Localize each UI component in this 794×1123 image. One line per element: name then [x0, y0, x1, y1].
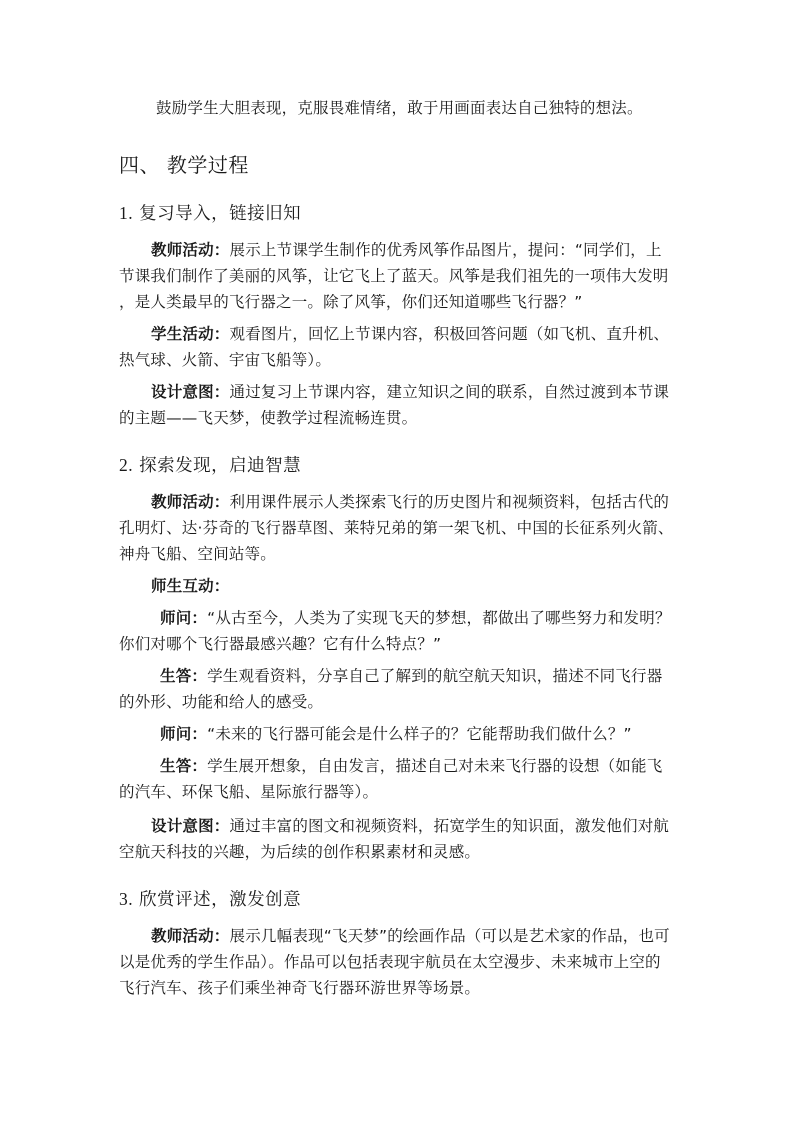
s1-student-line-1	[151, 322, 669, 344]
s2-a1-text-1: 学生观看资料，分享自己了解到的航空航天知识，描述不同飞行器	[207, 667, 663, 685]
s1-teacher-label: 教师活动：	[151, 240, 230, 259]
s3-teacher-text-1: 展示几幅表现“飞天梦”的绘画作品（可以是艺术家的作品，也可	[229, 927, 670, 945]
s1-design-line-2: 的主题——飞天梦，使教学过程流畅连贯。	[119, 409, 418, 427]
s1-design-line-1	[151, 380, 669, 402]
subsection-3-number: 3.	[119, 889, 134, 909]
s2-q1-line-1	[160, 606, 671, 628]
s1-student-label: 学生活动：	[151, 324, 230, 343]
s2-q2-text-1: “未来的飞行器可能会是什么样子的？它能帮助我们做什么？”	[207, 725, 632, 743]
s2-q2-line-1	[160, 722, 632, 744]
intro-line: 鼓励学生大胆表现，克服畏难情绪，敢于用画面表达自己独特的想法。	[156, 99, 643, 117]
s3-teacher-line-3: 飞行汽车、孩子们乘坐神奇飞行器环游世界等场景。	[119, 979, 481, 997]
subsection-1-heading	[119, 200, 301, 225]
s1-design-label: 设计意图：	[151, 382, 230, 401]
s1-teacher-line-3: ，是人类最早的飞行器之一。除了风筝，你们还知道哪些飞行器？”	[119, 293, 583, 311]
s2-design-line-2: 空航天科技的兴趣，为后续的创作积累素材和灵感。	[119, 843, 481, 861]
s2-teacher-text-1: 利用课件展示人类探索飞行的历史图片和视频资料，包括古代的	[229, 493, 670, 511]
subsection-2-number: 2.	[119, 455, 134, 475]
s1-teacher-line-2: 节课我们制作了美丽的风筝，让它飞上了蓝天。风筝是我们祖先的一项伟大发明	[119, 267, 669, 285]
s2-a2-label: 生答：	[160, 756, 208, 775]
s1-teacher-text-1: 展示上节课学生制作的优秀风筝作品图片，提问：“同学们，上	[229, 241, 662, 259]
s2-a2-line-1	[160, 754, 662, 776]
subsection-3-heading	[119, 886, 301, 911]
subsection-3-title: 欣赏评述，激发创意	[139, 890, 302, 910]
s2-q1-label: 师问：	[160, 608, 208, 627]
s2-teacher-line-1	[151, 490, 669, 512]
s2-a1-label: 生答：	[160, 666, 208, 685]
s3-teacher-line-2: 以是优秀的学生作品）。作品可以包括表现宇航员在太空漫步、未来城市上空的	[119, 953, 661, 971]
s2-interact-label-text: 师生互动：	[151, 576, 230, 595]
subsection-1-title: 复习导入，链接旧知	[139, 204, 302, 224]
s2-teacher-line-2: 孔明灯、达·芬奇的飞行器草图、莱特兄弟的第一架飞机、中国的长征系列火箭、	[119, 519, 674, 537]
s2-interact-label	[151, 574, 230, 596]
section-title: 四、 教学过程	[119, 153, 249, 177]
subsection-2-title: 探索发现，启迪智慧	[139, 456, 302, 476]
s2-design-line-1	[151, 814, 669, 836]
s2-teacher-line-3: 神舟飞船、空间站等。	[119, 545, 277, 563]
s2-design-text-1: 通过丰富的图文和视频资料，拓宽学生的知识面，激发他们对航	[229, 817, 670, 835]
s3-teacher-line-1	[151, 924, 670, 946]
s3-teacher-label: 教师活动：	[151, 926, 230, 945]
s2-a2-line-2: 的汽车、环保飞船、星际旅行器等）。	[119, 783, 379, 801]
s1-teacher-line-1	[151, 238, 662, 260]
s2-a1-line-1	[160, 664, 662, 686]
s1-student-text-1: 观看图片，回忆上节课内容，积极回答问题（如飞机、直升机、	[229, 325, 670, 343]
s2-q1-line-2: 你们对哪个飞行器最感兴趣？它有什么特点？”	[119, 635, 442, 653]
s2-q1-text-1: “从古至今，人类为了实现飞天的梦想，都做出了哪些努力和发明？	[207, 609, 671, 627]
s1-design-text-1: 通过复习上节课内容，建立知识之间的联系，自然过渡到本节课	[229, 383, 670, 401]
s2-q2-label: 师问：	[160, 724, 208, 743]
s2-design-label: 设计意图：	[151, 816, 230, 835]
s1-student-line-2: 热气球、火箭、宇宙飞船等）。	[119, 351, 332, 369]
s2-teacher-label: 教师活动：	[151, 492, 230, 511]
subsection-2-heading	[119, 452, 301, 477]
subsection-1-number: 1.	[119, 203, 134, 223]
s2-a2-text-1: 学生展开想象，自由发言，描述自己对未来飞行器的设想（如能飞	[207, 757, 663, 775]
s2-a1-line-2: 的外形、功能和给人的感受。	[119, 693, 324, 711]
